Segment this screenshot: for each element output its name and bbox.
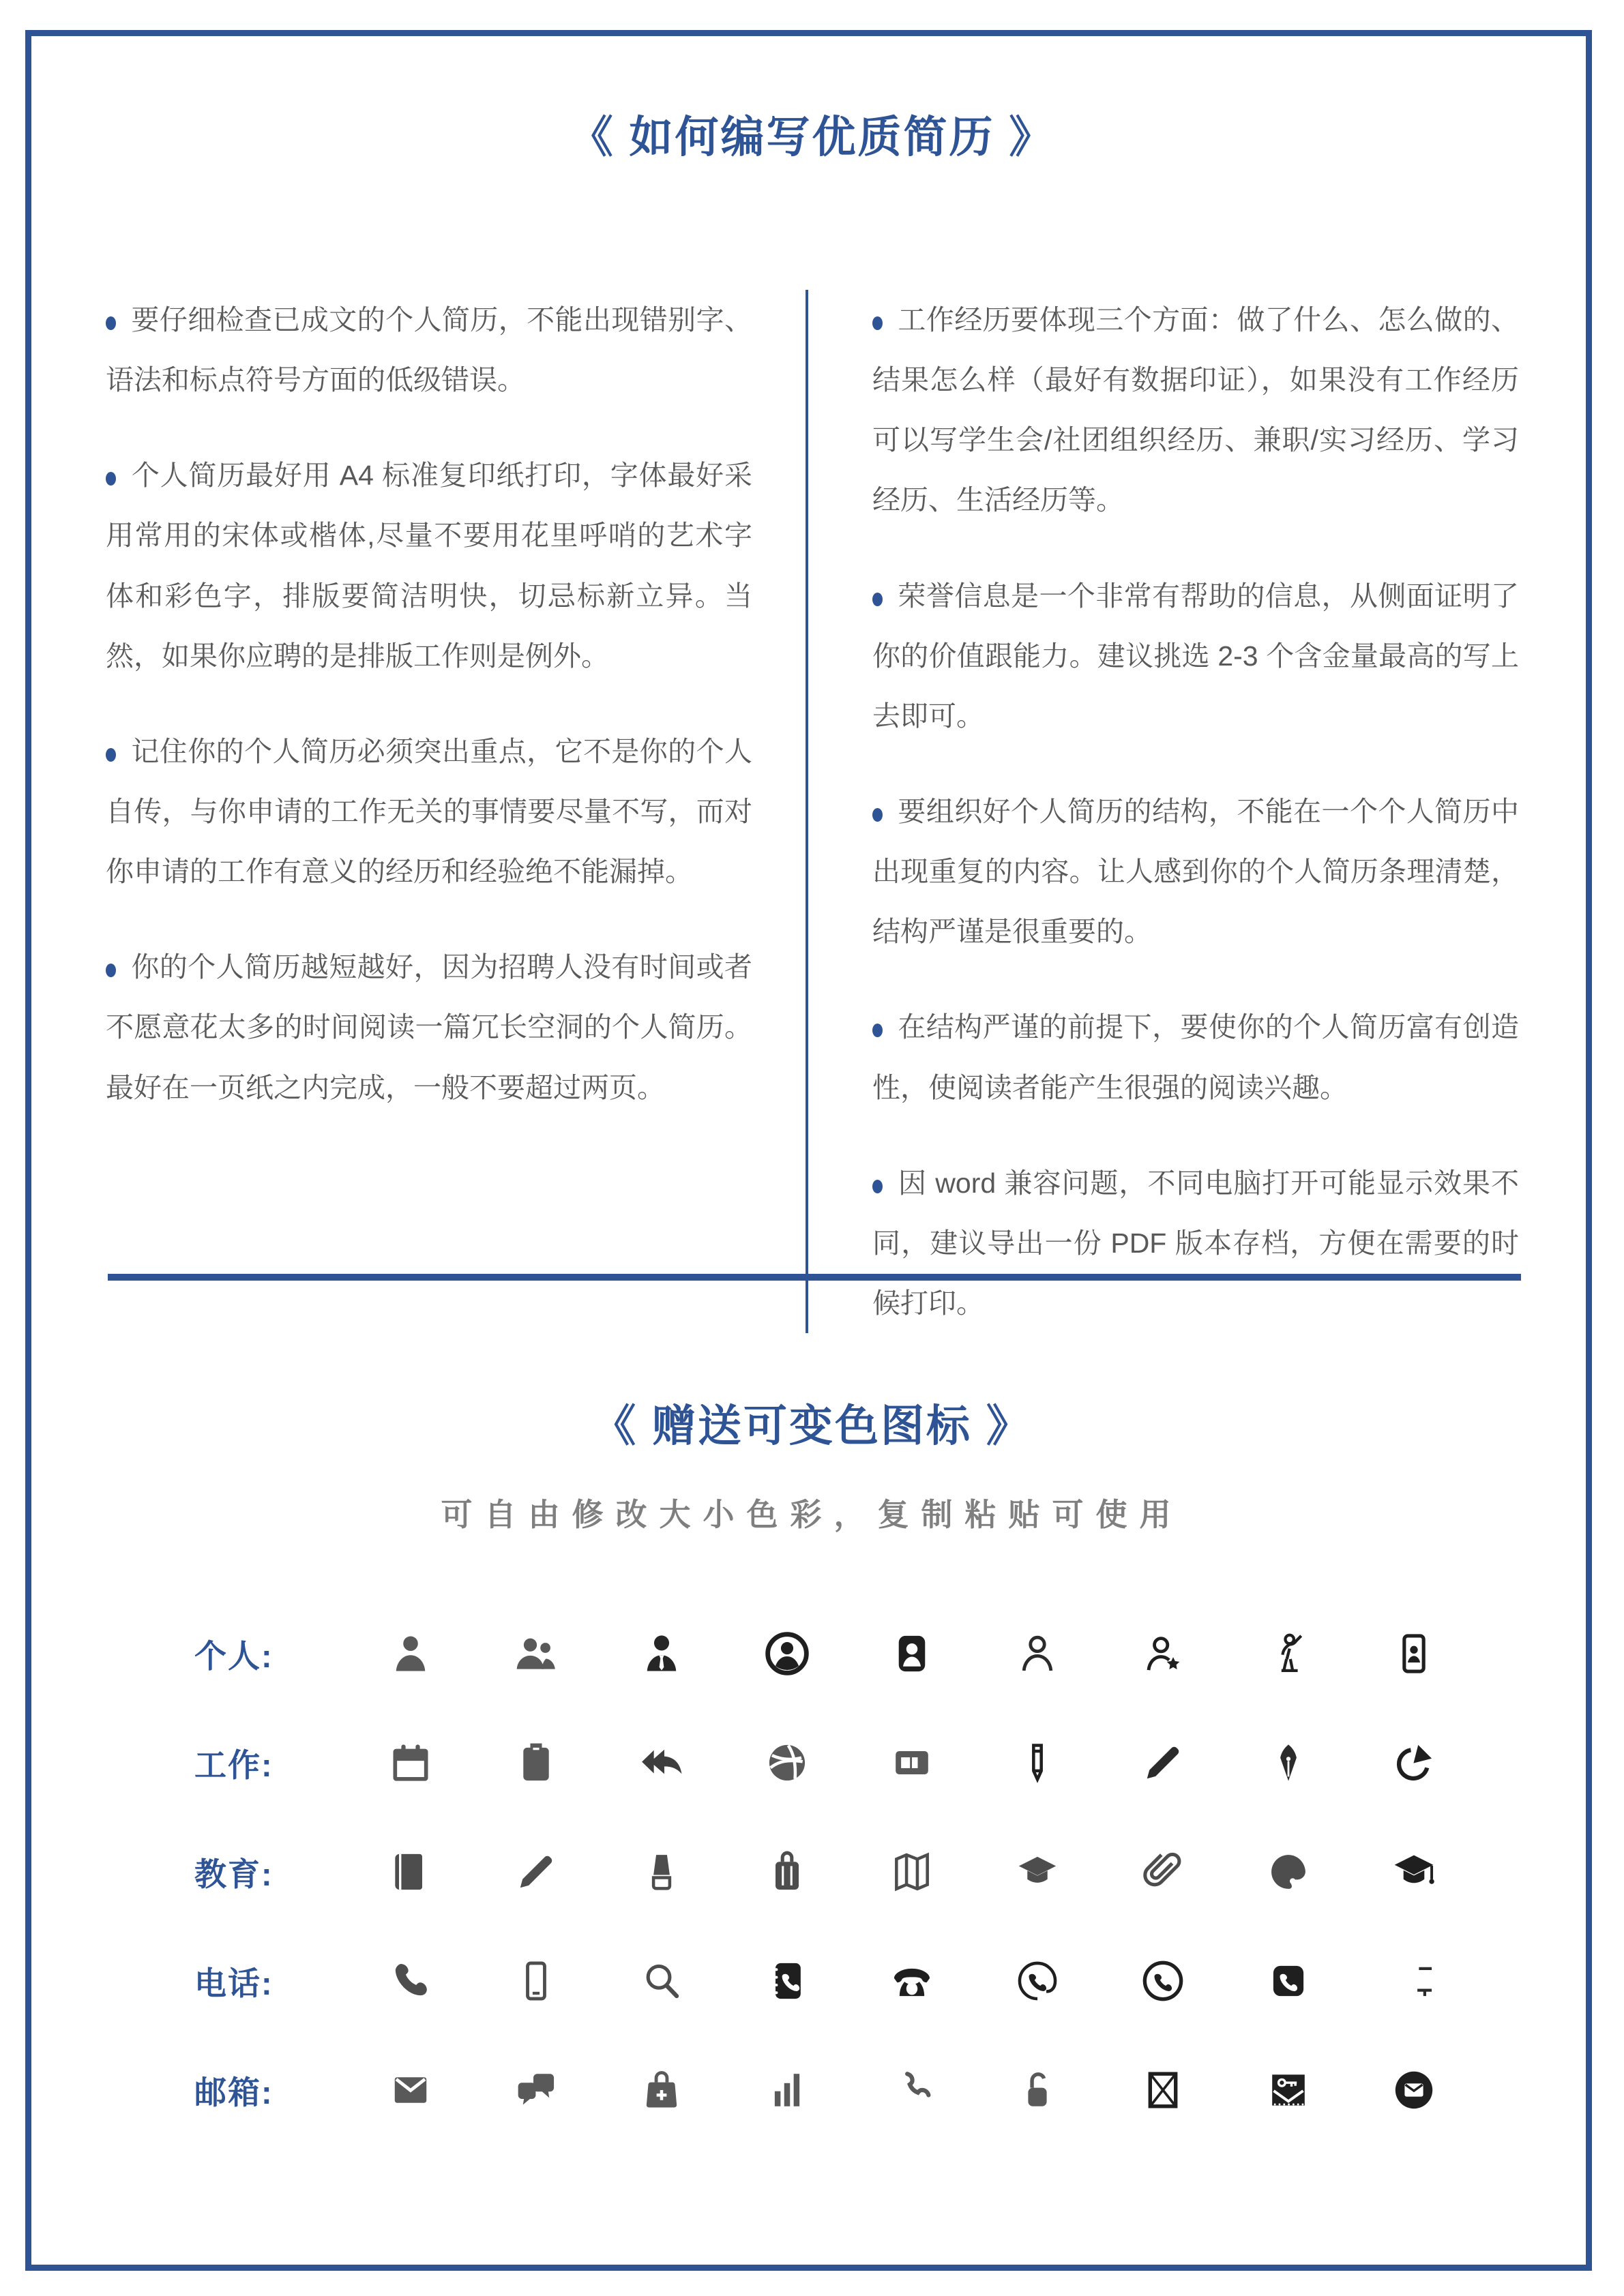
phone-circle-icon — [1140, 1958, 1186, 2004]
icon-cell — [1226, 2067, 1351, 2113]
tips-column-left — [106, 290, 806, 1333]
tip-text: 个人简历最好用 A4 标准复印纸打印，字体最好采用常用的宋体或楷体,尽量不要用花里呼哨的艺术字体和彩色字，排版要简洁明快，切忌标新立异。当然，如果你应聘的是排版工作则是例外。 — [106, 460, 752, 672]
icon-cell — [975, 1740, 1100, 1786]
envelope-icon — [387, 2067, 434, 2113]
pen-nib-icon — [1265, 1740, 1312, 1786]
chat-bubbles-icon — [513, 2067, 559, 2113]
icon-cell — [1100, 1630, 1226, 1677]
icon-row-label: 电话: — [194, 1965, 274, 2001]
dribbble-ball-icon — [764, 1740, 810, 1786]
tip-text: 你的个人简历越短越好，因为招聘人没有时间或者不愿意花太多的时间阅读一篇冗长空洞的个人简历。最好在一页纸之内完成，一般不要超过两页。 — [106, 951, 752, 1103]
icon-cell — [473, 1849, 599, 1895]
icon-cell — [348, 2067, 473, 2113]
pencil-outline-icon — [1014, 1740, 1061, 1786]
person-star-icon — [1140, 1630, 1186, 1677]
tip-item — [106, 290, 752, 410]
icon-cell — [599, 1630, 724, 1677]
tip-text: 在结构严谨的前提下，要使你的个人简历富有创造性，使阅读者能产生很强的阅读兴趣。 — [872, 1011, 1519, 1103]
icon-cell — [850, 1849, 975, 1895]
dash-lines-icon — [1391, 1958, 1437, 2004]
tips-columns — [106, 290, 1519, 1333]
icon-cell — [724, 1740, 850, 1786]
icon-row-label: 邮箱: — [194, 2074, 274, 2111]
icon-cell — [850, 2067, 975, 2113]
person-outline-icon — [1014, 1630, 1061, 1677]
bullet-dot-icon — [106, 316, 116, 330]
phone-curve-icon — [889, 2067, 935, 2113]
book-icon — [387, 1849, 434, 1895]
person-circle-icon — [764, 1630, 810, 1677]
id-card-icon — [1391, 1630, 1437, 1677]
phone-swirl-icon — [1014, 1958, 1061, 2004]
icon-cell — [1226, 1740, 1351, 1786]
window-card-icon — [889, 1740, 935, 1786]
icon-row — [194, 1926, 1477, 2036]
icon-cell — [348, 1958, 473, 2004]
icon-cell — [473, 1958, 599, 2004]
envelope-circle-icon — [1391, 2067, 1437, 2113]
icon-row — [194, 1708, 1477, 1817]
tip-text: 要仔细检查已成文的个人简历，不能出现错别字、语法和标点符号方面的低级错误。 — [106, 304, 752, 396]
graduation-cap-tassel-icon — [1391, 1849, 1437, 1895]
icon-cell — [975, 2067, 1100, 2113]
envelope-outline-icon — [1140, 2067, 1186, 2113]
icon-cell — [724, 1849, 850, 1895]
icon-cell — [1100, 1849, 1226, 1895]
pencil-icon — [513, 1849, 559, 1895]
tip-item — [872, 1153, 1519, 1333]
tip-item — [106, 445, 752, 686]
icon-cell — [850, 1958, 975, 2004]
icon-row — [194, 2036, 1477, 2145]
section2-subtitle: 可自由修改大小色彩，复制粘贴可使用 — [441, 1497, 1183, 1532]
palette-icon — [1265, 1849, 1312, 1895]
person-presenting-icon — [1265, 1630, 1312, 1677]
icon-cell — [975, 1630, 1100, 1677]
tip-item — [872, 290, 1519, 531]
tip-text: 荣誉信息是一个非常有帮助的信息，从侧面证明了你的价值跟能力。建议挑选 2-3 个含金量最高的写上去即可。 — [872, 580, 1519, 732]
icon-grid — [194, 1599, 1477, 2145]
magnifier-icon — [638, 1958, 685, 2004]
tip-item — [872, 997, 1519, 1117]
icon-cell — [1351, 1958, 1477, 2004]
icon-row-label: 教育: — [194, 1855, 274, 1892]
icon-cell — [724, 2067, 850, 2113]
clipboard-icon — [513, 1740, 559, 1786]
icon-cell — [599, 1958, 724, 2004]
bullet-dot-icon — [872, 316, 883, 330]
icon-cell — [599, 2067, 724, 2113]
icon-cell — [599, 1849, 724, 1895]
tip-text: 因 word 兼容问题，不同电脑打开可能显示效果不同，建议导出一份 PDF 版本存档，方便在需要的时候打印。 — [872, 1167, 1519, 1319]
bullet-dot-icon — [872, 1024, 883, 1037]
icon-cell — [1351, 1849, 1477, 1895]
suitcase-icon — [764, 1849, 810, 1895]
icon-cell — [1226, 1849, 1351, 1895]
icon-cell — [1100, 1740, 1226, 1786]
icon-cell — [724, 1958, 850, 2004]
icon-cell — [473, 1740, 599, 1786]
icon-cell — [1100, 1958, 1226, 2004]
tips-column-right — [808, 290, 1519, 1333]
reply-arrows-icon — [638, 1740, 685, 1786]
smartphone-icon — [513, 1958, 559, 2004]
icon-cell — [599, 1740, 724, 1786]
bullet-dot-icon — [106, 964, 116, 977]
bullet-dot-icon — [106, 748, 116, 762]
person-silhouette-icon — [387, 1630, 434, 1677]
phone-handset-icon — [387, 1958, 434, 2004]
tip-item — [872, 566, 1519, 746]
icon-cell — [473, 2067, 599, 2113]
phone-square-icon — [1265, 1958, 1312, 2004]
section2-title: 《 赠送可变色图标 》 — [592, 1401, 1032, 1450]
person-badge-icon — [889, 1630, 935, 1677]
icon-cell — [1351, 2067, 1477, 2113]
icon-cell — [975, 1958, 1100, 2004]
bullet-dot-icon — [872, 593, 883, 606]
bag-icon — [638, 2067, 685, 2113]
icon-cell — [1351, 1740, 1477, 1786]
contacts-book-icon — [764, 1958, 810, 2004]
section-divider — [108, 1274, 1521, 1281]
tip-item — [106, 937, 752, 1117]
icon-cell — [850, 1630, 975, 1677]
icon-cell — [724, 1630, 850, 1677]
eraser-icon — [638, 1849, 685, 1895]
icon-row-label: 个人: — [194, 1637, 274, 1674]
paperclip-icon — [1140, 1849, 1186, 1895]
pen-signature-icon — [1391, 1740, 1437, 1786]
envelope-stamp-icon — [1265, 2067, 1312, 2113]
bar-chart-icon — [764, 2067, 810, 2113]
map-icon — [889, 1849, 935, 1895]
icon-cell — [348, 1630, 473, 1677]
icon-cell — [348, 1740, 473, 1786]
icon-row — [194, 1817, 1477, 1926]
bullet-dot-icon — [872, 1180, 883, 1193]
icon-cell — [1226, 1630, 1351, 1677]
pencil-icon — [1140, 1740, 1186, 1786]
calendar-icon — [387, 1740, 434, 1786]
person-tie-icon — [638, 1630, 685, 1677]
bullet-dot-icon — [872, 808, 883, 822]
icon-cell — [1100, 2067, 1226, 2113]
icon-cell — [1351, 1630, 1477, 1677]
rotary-phone-icon — [889, 1958, 935, 2004]
tip-item — [106, 721, 752, 901]
graduation-cap-icon — [1014, 1849, 1061, 1895]
people-group-icon — [513, 1630, 559, 1677]
icon-cell — [1226, 1958, 1351, 2004]
tip-item — [872, 781, 1519, 961]
tip-text: 记住你的个人简历必须突出重点，它不是你的个人自传，与你申请的工作无关的事情要尽量不写，而对你申请的工作有意义的经历和经验绝不能漏掉。 — [106, 735, 752, 888]
tip-text: 要组织好个人简历的结构，不能在一个个人简历中出现重复的内容。让人感到你的个人简历条理清楚，结构严谨是很重要的。 — [872, 795, 1519, 948]
icon-row-label: 工作: — [194, 1746, 274, 1783]
icon-row — [194, 1599, 1477, 1708]
icon-cell — [348, 1849, 473, 1895]
icon-cell — [850, 1740, 975, 1786]
padlock-open-icon — [1014, 2067, 1061, 2113]
tip-text: 工作经历要体现三个方面：做了什么、怎么做的、结果怎么样（最好有数据印证），如果没有工作经历可以写学生会/社团组织经历、兼职/实习经历、学习经历、生活经历等。 — [872, 304, 1519, 516]
icon-cell — [473, 1630, 599, 1677]
section1-title: 《 如何编写优质简历 》 — [569, 113, 1055, 162]
bullet-dot-icon — [106, 472, 116, 486]
icon-cell — [975, 1849, 1100, 1895]
